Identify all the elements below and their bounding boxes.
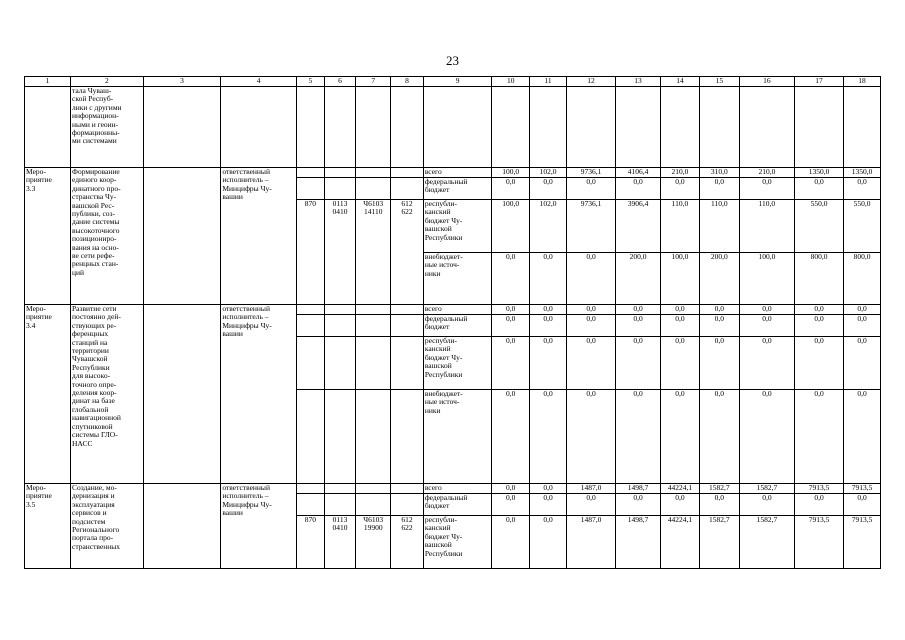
funding-source-cell: республи- канский бюджет Чу- вашской Республики — [423, 337, 492, 390]
column-number-cell: 4 — [221, 77, 297, 87]
empty-cell — [530, 87, 567, 168]
value-cell: 0,0 — [616, 178, 661, 200]
funding-source-cell: федеральный бюджет — [423, 494, 492, 516]
event-label-cell — [25, 87, 71, 168]
value-cell: 0,0 — [566, 253, 615, 305]
table-row — [25, 305, 881, 315]
value-cell: 0,0 — [844, 390, 881, 484]
value-cell: 0,0 — [661, 178, 700, 200]
column-number-cell: 15 — [699, 77, 739, 87]
value-cell: 200,0 — [616, 253, 661, 305]
column-number-cell: 10 — [492, 77, 530, 87]
empty-cell — [143, 168, 221, 305]
empty-cell — [324, 315, 356, 337]
value-cell: 100,0 — [661, 253, 700, 305]
continuation-row — [25, 87, 881, 168]
empty-cell — [356, 390, 391, 484]
value-cell: 0,0 — [661, 494, 700, 516]
value-cell: 0,0 — [794, 305, 843, 315]
value-cell: 1582,7 — [699, 484, 739, 494]
value-cell: 0,0 — [492, 315, 530, 337]
empty-cell — [324, 178, 356, 200]
value-cell: 0,0 — [566, 178, 615, 200]
value-cell: 0,0 — [530, 484, 567, 494]
column-number-cell: 1 — [25, 77, 71, 87]
empty-cell — [699, 87, 739, 168]
value-cell: 1582,7 — [739, 484, 794, 494]
value-cell: 0,0 — [661, 305, 700, 315]
event-label-cell: Меро- приятие 3.3 — [25, 168, 71, 305]
expense-type-cell: 612 622 — [391, 516, 424, 569]
funding-source-cell: внебюджет- ные источ- ники — [423, 253, 492, 305]
target-article-cell: Ч6103 19900 — [356, 516, 391, 569]
empty-cell — [492, 87, 530, 168]
value-cell: 1582,7 — [739, 516, 794, 569]
empty-cell — [391, 178, 424, 200]
value-cell: 7913,5 — [844, 484, 881, 494]
event-label-cell: Меро- приятие 3.4 — [25, 305, 71, 484]
empty-cell — [739, 87, 794, 168]
value-cell: 7913,5 — [794, 484, 843, 494]
value-cell: 0,0 — [844, 315, 881, 337]
value-cell: 44224,1 — [661, 516, 700, 569]
value-cell: 0,0 — [566, 305, 615, 315]
value-cell: 0,0 — [699, 305, 739, 315]
empty-cell — [143, 484, 221, 569]
budget-code-cell: 870 — [297, 200, 325, 305]
value-cell: 1350,0 — [794, 168, 843, 178]
empty-cell — [356, 494, 391, 516]
funding-source-cell: республи- канский бюджет Чу- вашской Республики — [423, 200, 492, 253]
empty-cell — [324, 305, 356, 315]
value-cell: 0,0 — [699, 494, 739, 516]
value-cell: 800,0 — [794, 253, 843, 305]
value-cell: 0,0 — [530, 315, 567, 337]
value-cell: 0,0 — [699, 178, 739, 200]
value-cell: 550,0 — [794, 200, 843, 253]
column-number-cell: 16 — [739, 77, 794, 87]
empty-cell — [324, 494, 356, 516]
value-cell: 0,0 — [699, 390, 739, 484]
column-number-cell: 2 — [71, 77, 144, 87]
funding-source-cell: республи- канский бюджет Чу- вашской Республики — [423, 516, 492, 569]
column-number-cell: 6 — [324, 77, 356, 87]
empty-cell — [356, 87, 391, 168]
value-cell: 3906,4 — [616, 200, 661, 253]
value-cell: 100,0 — [739, 253, 794, 305]
value-cell: 7913,5 — [794, 516, 843, 569]
value-cell: 0,0 — [492, 178, 530, 200]
value-cell: 0,0 — [566, 494, 615, 516]
value-cell: 0,0 — [661, 315, 700, 337]
value-cell: 0,0 — [794, 315, 843, 337]
executor-cell: ответственный исполнитель – Минцифры Чу- вашии — [221, 484, 297, 569]
empty-cell — [356, 305, 391, 315]
value-cell: 110,0 — [739, 200, 794, 253]
value-cell: 0,0 — [739, 305, 794, 315]
funding-source-cell: всего — [423, 168, 492, 178]
section-code-cell: 0113 0410 — [324, 516, 356, 569]
value-cell: 0,0 — [739, 315, 794, 337]
value-cell: 0,0 — [492, 337, 530, 390]
value-cell: 0,0 — [739, 178, 794, 200]
empty-cell — [297, 168, 325, 178]
value-cell: 0,0 — [530, 253, 567, 305]
value-cell: 0,0 — [616, 337, 661, 390]
empty-cell — [356, 484, 391, 494]
value-cell: 0,0 — [844, 337, 881, 390]
value-cell: 0,0 — [566, 315, 615, 337]
empty-cell — [297, 494, 325, 516]
empty-cell — [297, 484, 325, 494]
funding-source-cell: внебюджет- ные источ- ники — [423, 390, 492, 484]
program-events-table — [24, 76, 881, 569]
value-cell: 7913,5 — [844, 516, 881, 569]
event-description-cell: Формирование единого коор- динатного про- странства Чу- вашской Рес- публики, соз- дание системы высокоточного позициониро- вания на осно- ве сети рефе- ренцных стан- ций — [71, 168, 144, 305]
value-cell: 0,0 — [794, 337, 843, 390]
value-cell: 0,0 — [699, 315, 739, 337]
value-cell: 0,0 — [739, 494, 794, 516]
value-cell: 0,0 — [492, 494, 530, 516]
column-number-cell: 8 — [391, 77, 424, 87]
empty-cell — [844, 87, 881, 168]
value-cell: 44224,1 — [661, 484, 700, 494]
empty-cell — [391, 168, 424, 178]
executor-cell: ответственный исполнитель – Минцифры Чу- вашии — [221, 305, 297, 484]
value-cell: 0,0 — [492, 390, 530, 484]
empty-cell — [391, 494, 424, 516]
column-number-cell: 11 — [530, 77, 567, 87]
value-cell: 100,0 — [492, 200, 530, 253]
value-cell: 0,0 — [530, 305, 567, 315]
empty-cell — [391, 390, 424, 484]
value-cell: 0,0 — [616, 305, 661, 315]
executor-cell — [221, 87, 297, 168]
value-cell: 0,0 — [844, 494, 881, 516]
empty-cell — [356, 315, 391, 337]
value-cell: 550,0 — [844, 200, 881, 253]
event-description-cell: Создание, мо- дернизация и эксплуатация сервисов и подсистем Регионального портала про- странственных — [71, 484, 144, 569]
column-number-cell: 3 — [143, 77, 221, 87]
empty-cell — [356, 178, 391, 200]
value-cell: 0,0 — [530, 390, 567, 484]
empty-cell — [391, 305, 424, 315]
empty-cell — [391, 315, 424, 337]
value-cell: 1487,0 — [566, 484, 615, 494]
value-cell: 1498,7 — [616, 516, 661, 569]
expense-type-cell: 612 622 — [391, 200, 424, 305]
funding-source-cell: федеральный бюджет — [423, 315, 492, 337]
empty-cell — [391, 87, 424, 168]
column-number-cell: 9 — [423, 77, 492, 87]
event-description-cell: Развитие сети постоянно дей- ствующих ре- ференцных станций на территории Чувашской Республики для высоко- точного опре- деления коор- динат на базе глобальной навигационной спутниковой системы ГЛО- НАСС — [71, 305, 144, 484]
value-cell: 102,0 — [530, 168, 567, 178]
value-cell: 1498,7 — [616, 484, 661, 494]
value-cell: 0,0 — [699, 337, 739, 390]
value-cell: 310,0 — [699, 168, 739, 178]
column-number-cell: 18 — [844, 77, 881, 87]
empty-cell — [794, 87, 843, 168]
value-cell: 0,0 — [530, 178, 567, 200]
empty-cell — [356, 337, 391, 390]
value-cell: 0,0 — [616, 494, 661, 516]
executor-cell: ответственный исполнитель – Минцифры Чу- вашии — [221, 168, 297, 305]
value-cell: 1350,0 — [844, 168, 881, 178]
value-cell: 0,0 — [492, 516, 530, 569]
value-cell: 0,0 — [844, 305, 881, 315]
empty-cell — [356, 168, 391, 178]
value-cell: 0,0 — [566, 337, 615, 390]
value-cell: 0,0 — [492, 484, 530, 494]
target-article-cell: Ч6103 14110 — [356, 200, 391, 305]
value-cell: 0,0 — [566, 390, 615, 484]
empty-cell — [324, 87, 356, 168]
column-number-cell: 17 — [794, 77, 843, 87]
value-cell: 0,0 — [739, 390, 794, 484]
value-cell: 0,0 — [739, 337, 794, 390]
value-cell: 0,0 — [530, 337, 567, 390]
value-cell: 0,0 — [616, 315, 661, 337]
section-code-cell: 0113 0410 — [324, 200, 356, 305]
value-cell: 0,0 — [530, 494, 567, 516]
empty-cell — [566, 87, 615, 168]
column-number-cell: 13 — [616, 77, 661, 87]
empty-cell — [324, 337, 356, 390]
empty-cell — [297, 305, 325, 315]
empty-cell — [391, 337, 424, 390]
value-cell: 210,0 — [739, 168, 794, 178]
column-number-row — [25, 77, 881, 87]
value-cell: 1582,7 — [699, 516, 739, 569]
empty-cell — [143, 87, 221, 168]
empty-cell — [324, 168, 356, 178]
value-cell: 9736,1 — [566, 200, 615, 253]
empty-cell — [324, 390, 356, 484]
value-cell: 100,0 — [492, 168, 530, 178]
budget-code-cell: 870 — [297, 516, 325, 569]
empty-cell — [616, 87, 661, 168]
empty-cell — [324, 484, 356, 494]
funding-source-cell: всего — [423, 484, 492, 494]
value-cell: 1487,0 — [566, 516, 615, 569]
empty-cell — [297, 87, 325, 168]
value-cell: 0,0 — [616, 390, 661, 484]
value-cell: 0,0 — [661, 337, 700, 390]
empty-cell — [391, 484, 424, 494]
value-cell: 4106,4 — [616, 168, 661, 178]
value-cell: 200,0 — [699, 253, 739, 305]
value-cell: 102,0 — [530, 200, 567, 253]
empty-cell — [661, 87, 700, 168]
value-cell: 110,0 — [661, 200, 700, 253]
funding-source-cell: федеральный бюджет — [423, 178, 492, 200]
column-number-cell: 7 — [356, 77, 391, 87]
value-cell: 0,0 — [794, 178, 843, 200]
value-cell: 0,0 — [492, 305, 530, 315]
column-number-cell: 12 — [566, 77, 615, 87]
empty-cell — [423, 87, 492, 168]
value-cell: 0,0 — [844, 178, 881, 200]
empty-cell — [297, 337, 325, 390]
value-cell: 0,0 — [794, 494, 843, 516]
value-cell: 0,0 — [530, 516, 567, 569]
event-label-cell: Меро- приятие 3.5 — [25, 484, 71, 569]
value-cell: 800,0 — [844, 253, 881, 305]
empty-cell — [143, 305, 221, 484]
funding-source-cell: всего — [423, 305, 492, 315]
page-number: 23 — [446, 53, 459, 68]
value-cell: 0,0 — [661, 390, 700, 484]
value-cell: 110,0 — [699, 200, 739, 253]
empty-cell — [297, 315, 325, 337]
empty-cell — [297, 178, 325, 200]
value-cell: 210,0 — [661, 168, 700, 178]
column-number-cell: 5 — [297, 77, 325, 87]
event-description-cell: тала Чуваш- ской Респуб- лики с другими информацион- ными и геоин- формационны- ми системами — [71, 87, 144, 168]
value-cell: 0,0 — [794, 390, 843, 484]
value-cell: 0,0 — [492, 253, 530, 305]
table-row — [25, 168, 881, 178]
value-cell: 9736,1 — [566, 168, 615, 178]
empty-cell — [297, 390, 325, 484]
table-row — [25, 484, 881, 494]
column-number-cell: 14 — [661, 77, 700, 87]
